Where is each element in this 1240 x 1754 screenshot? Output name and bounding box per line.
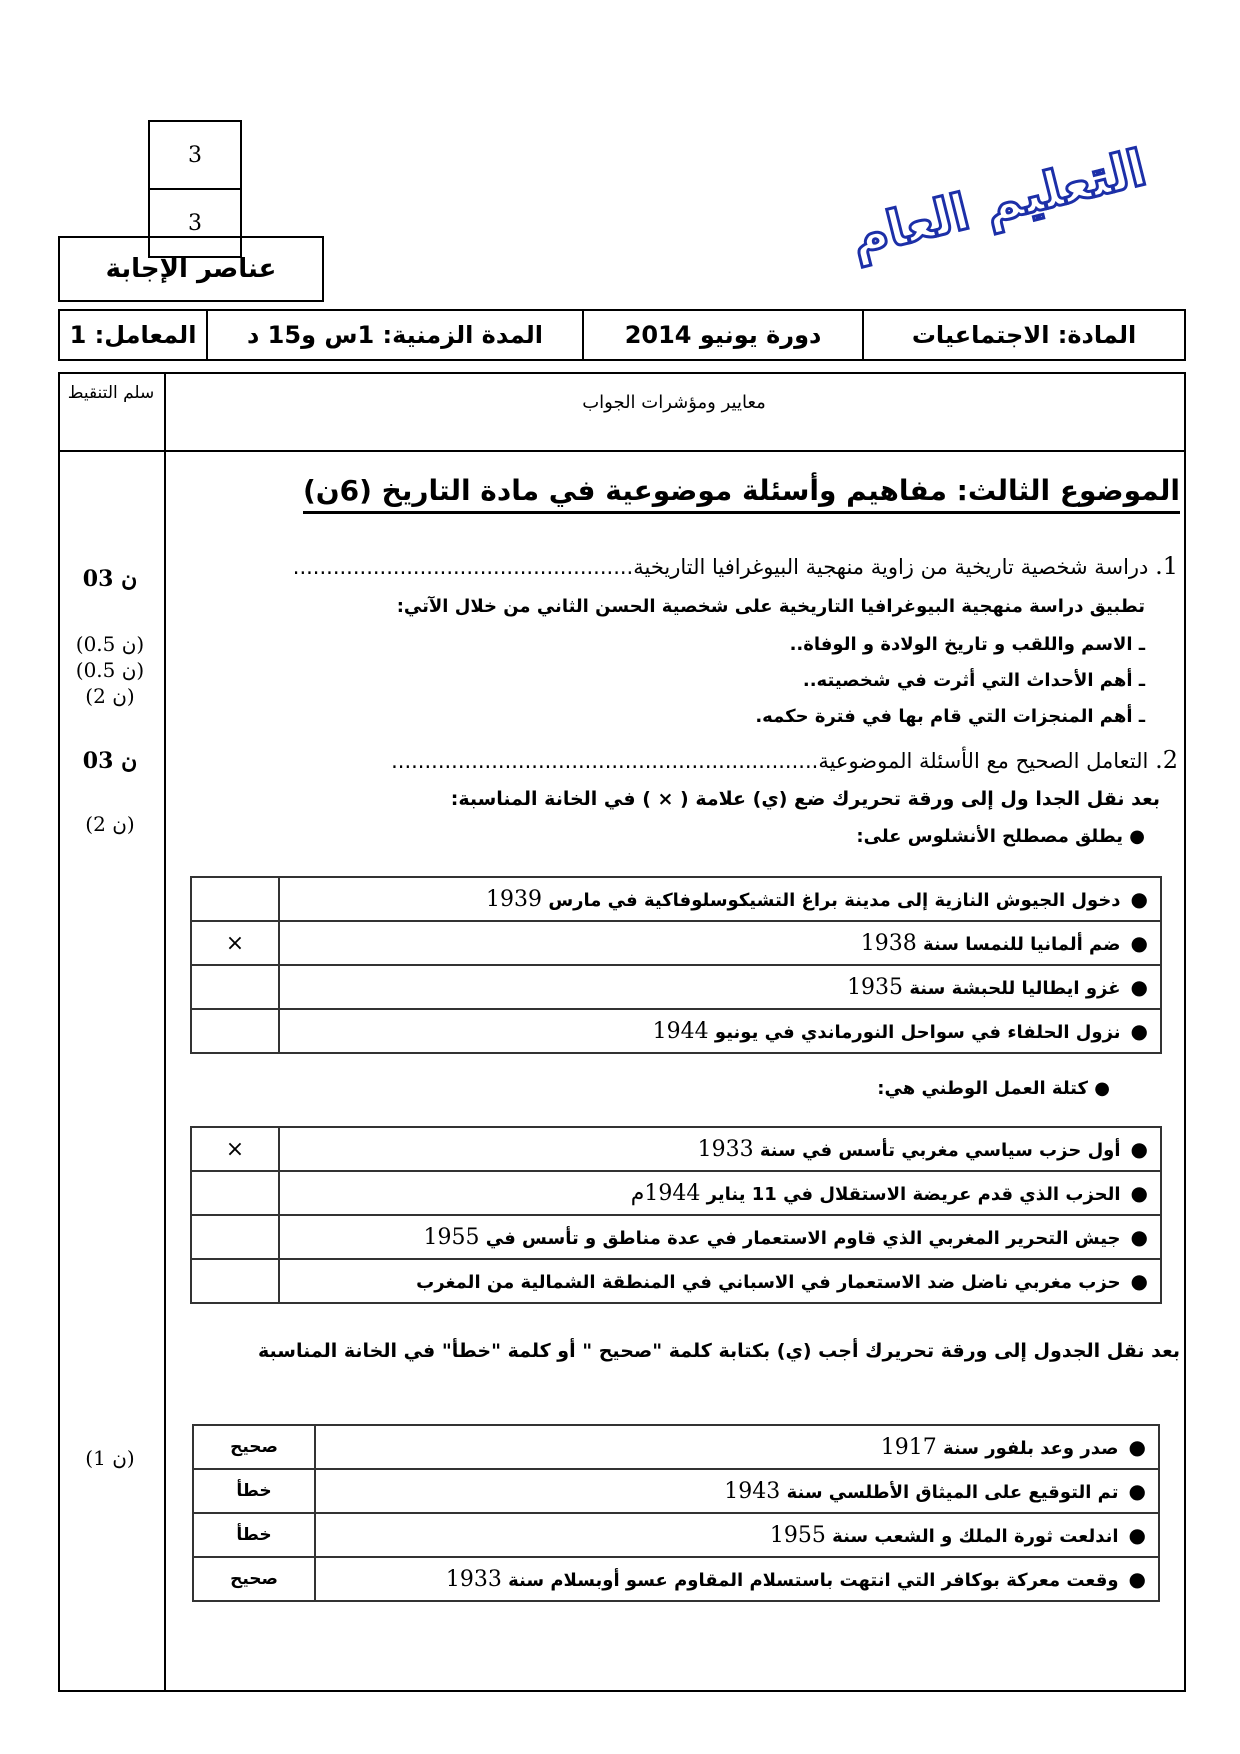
statement-year: 1955 — [769, 1522, 826, 1548]
q2-sub1 — [856, 826, 1145, 847]
bullet: ● — [1130, 930, 1148, 955]
table-row — [191, 1127, 1161, 1171]
bullet: ● — [1128, 1434, 1146, 1459]
bullet: ● — [1128, 1478, 1146, 1503]
topic-title: الموضوع الثالث: مفاهيم وأسئلة موضوعية في مادة التاريخ (6ن) — [303, 474, 1180, 514]
mark-cell — [191, 1171, 279, 1215]
bullet: ● — [1130, 1136, 1148, 1161]
mark-cell — [191, 1215, 279, 1259]
table-row — [191, 1259, 1161, 1303]
anschluss-table — [190, 876, 1162, 1054]
statement-year: 1939 — [486, 886, 543, 912]
q2-instruction: بعد نقل الجدا ول إلى ورقة تحريرك ضع (ي) علامة ( × ) في الخانة المناسبة: — [450, 788, 1160, 810]
statement-text: ضم ألمانيا للنمسا سنة — [923, 933, 1121, 955]
q2-sub2 — [877, 1078, 1110, 1099]
statement-year: 1917 — [880, 1434, 937, 1460]
statement-cell — [279, 1259, 1161, 1303]
q1-item-3: ـ أهم المنجزات التي قام بها في فترة حكمه. — [755, 706, 1145, 727]
session-text: دورة يونيو 2014 — [624, 321, 822, 349]
mark-cell: خطأ — [193, 1469, 315, 1513]
national-action-table — [190, 1126, 1162, 1304]
statement-year: 1935 — [847, 974, 904, 1000]
bullet: ● — [1130, 1018, 1148, 1043]
q1-dots: ................................................... — [292, 555, 634, 579]
bullet: ● — [1094, 1078, 1110, 1099]
statement-text: وقعت معركة بوكافر التي انتهت باستسلام المقاوم عسو أوبسلام سنة — [508, 1569, 1119, 1591]
statement-cell — [279, 1215, 1161, 1259]
statement-text: حزب مغربي ناضل ضد الاستعمار في الاسباني في المنطقة الشمالية من المغرب — [416, 1271, 1121, 1293]
statement-text: اندلعت ثورة الملك و الشعب سنة — [832, 1525, 1119, 1547]
statement-cell — [279, 1127, 1161, 1171]
bullet: ● — [1128, 1566, 1146, 1591]
bullet: ● — [1128, 1522, 1146, 1547]
statement-cell — [279, 877, 1161, 921]
statement-text: دخول الجيوش النازية إلى مدينة براغ التشيكوسلوفاكية في مارس — [548, 889, 1121, 911]
score-q1: 03 ن — [82, 566, 138, 592]
statement-year: 1933 — [697, 1136, 754, 1162]
mark-cell: × — [191, 921, 279, 965]
coefficient-text: المعامل: 1 — [69, 321, 197, 349]
bullet: ● — [1130, 886, 1148, 911]
answers-title-text: عناصر الإجابة — [105, 254, 277, 284]
mark-cell: × — [191, 1127, 279, 1171]
statement-text: جيش التحرير المغربي الذي قاوم الاستعمار في عدة مناطق و تأسس في — [485, 1227, 1121, 1249]
statement-text: غزو ايطاليا للحبشة سنة — [909, 977, 1121, 999]
q1-intro: تطبيق دراسة منهجية البيوغرافيا التاريخية على شخصية الحسن الثاني من خلال الآتي: — [396, 596, 1145, 617]
statement-year: 1944 — [652, 1018, 709, 1044]
grade-box-1-value: 3 — [188, 142, 202, 168]
statement-year: 1933 — [445, 1566, 502, 1592]
statement-year: 1943 — [724, 1478, 781, 1504]
q1-title — [293, 552, 1178, 580]
table-row — [191, 1009, 1161, 1053]
table-row — [193, 1425, 1159, 1469]
statement-cell — [279, 1171, 1161, 1215]
statement-cell — [279, 965, 1161, 1009]
table-row — [191, 877, 1161, 921]
q2-dots: ................................................................ — [391, 749, 819, 773]
q1-item-1: ـ الاسم واللقب و تاريخ الولادة و الوفاة.. — [789, 634, 1145, 655]
q1-item-2: ـ أهم الأحداث التي أثرت في شخصيته.. — [802, 670, 1145, 691]
q2-title-text: التعامل الصحيح مع الأسئلة الموضوعية — [818, 749, 1149, 773]
grade-box-1 — [148, 120, 242, 190]
statement-text: أول حزب سياسي مغربي تأسس في سنة — [759, 1139, 1121, 1161]
score-q1-a: (0.5 ن) — [75, 632, 145, 656]
bullet: ● — [1130, 974, 1148, 999]
mark-cell: صحيح — [193, 1557, 315, 1601]
subject-cell — [862, 311, 1184, 359]
duration-text: المدة الزمنية: 1س و15 د — [247, 321, 544, 349]
q2-sub1-text: يطلق مصطلح الأنشلوس على: — [856, 826, 1123, 847]
statement-cell — [315, 1557, 1159, 1601]
q1-title-text: دراسة شخصية تاريخية من زاوية منهجية البيوغرافيا التاريخية — [633, 555, 1149, 579]
statement-cell — [315, 1469, 1159, 1513]
table-row — [191, 921, 1161, 965]
mark-cell — [191, 1009, 279, 1053]
statement-cell — [315, 1425, 1159, 1469]
coefficient-cell — [60, 311, 206, 359]
subject-text: المادة: الاجتماعيات — [911, 321, 1137, 349]
table-row — [191, 965, 1161, 1009]
bullet: ● — [1129, 826, 1145, 847]
score-q2: 03 ن — [82, 748, 138, 774]
q2-number: 2. — [1155, 746, 1178, 774]
grade-box-2-value: 3 — [188, 210, 202, 236]
statement-text: الحزب الذي قدم عريضة الاستقلال في 11 يناير — [706, 1183, 1121, 1205]
q2-instruction-2: بعد نقل الجدول إلى ورقة تحريرك أجب (ي) بكتابة كلمة "صحيح " أو كلمة "خطأ" في الخانة المناسبة — [257, 1340, 1180, 1362]
statement-cell — [279, 1009, 1161, 1053]
mark-cell: خطأ — [193, 1513, 315, 1557]
table-row — [191, 1171, 1161, 1215]
mark-cell — [191, 1259, 279, 1303]
score-q1-b: (0.5 ن) — [75, 658, 145, 682]
criteria-header: معايير ومؤشرات الجواب — [582, 392, 766, 413]
bullet: ● — [1130, 1268, 1148, 1293]
true-false-table — [192, 1424, 1160, 1602]
logo-text: التعليم العام — [844, 138, 1152, 268]
statement-year: 1944م — [630, 1180, 701, 1206]
statement-cell — [315, 1513, 1159, 1557]
statement-text: نزول الحلفاء في سواحل النورماندي في يونيو — [714, 1021, 1121, 1043]
exam-header — [58, 309, 1186, 361]
duration-cell — [206, 311, 582, 359]
table-row — [193, 1513, 1159, 1557]
answers-title — [58, 236, 324, 302]
bullet: ● — [1130, 1180, 1148, 1205]
bullet: ● — [1130, 1224, 1148, 1249]
scale-header: سلم التنقيط — [67, 383, 155, 403]
q2-sub2-text: كتلة العمل الوطني هي: — [877, 1078, 1088, 1099]
statement-text: صدر وعد بلفور سنة — [943, 1437, 1119, 1459]
logo-general-education — [844, 120, 1152, 280]
statement-year: 1938 — [860, 930, 917, 956]
score-q3: (1 ن) — [85, 1446, 135, 1470]
mark-cell — [191, 965, 279, 1009]
table-head-divider — [60, 450, 1184, 452]
table-row — [191, 1215, 1161, 1259]
table-row — [193, 1557, 1159, 1601]
table-row — [193, 1469, 1159, 1513]
mark-cell: صحيح — [193, 1425, 315, 1469]
mark-cell — [191, 877, 279, 921]
statement-cell — [279, 921, 1161, 965]
session-cell — [582, 311, 862, 359]
score-q1-c: (2 ن) — [85, 684, 135, 708]
q1-number: 1. — [1155, 552, 1178, 580]
score-q2-a: (2 ن) — [85, 812, 135, 836]
q2-title — [391, 746, 1178, 774]
statement-text: تم التوقيع على الميثاق الأطلسي سنة — [786, 1481, 1119, 1503]
statement-year: 1955 — [423, 1224, 480, 1250]
